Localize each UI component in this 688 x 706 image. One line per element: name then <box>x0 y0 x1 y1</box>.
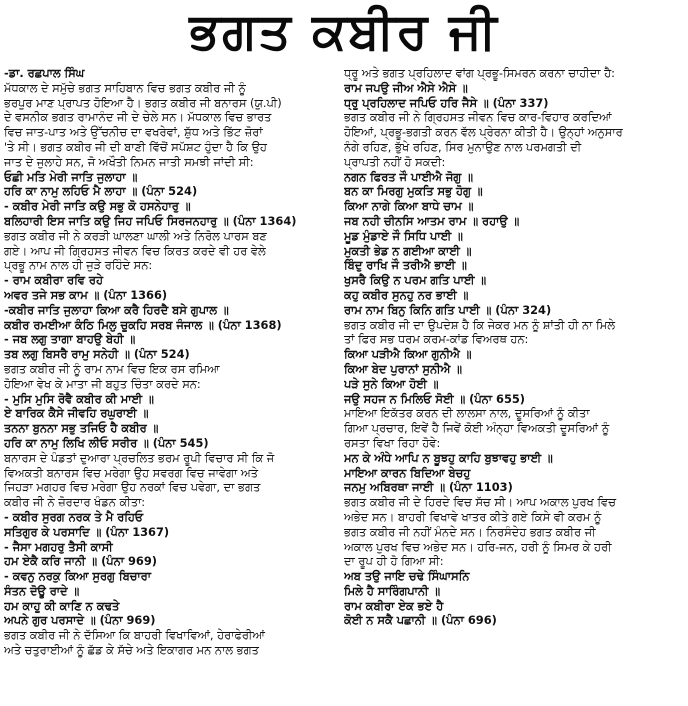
verse-line: - ਕਬੀਰ ਸੁਰਗ ਨਰਕ ਤੇ ਮੈ ਰਹਿਓ <box>4 509 144 524</box>
body-text-line: ਅਤੇ ਚਤੁਰਾਈਆਂ ਨੂੰ ਛੱਡ ਕੇ ਸੱਚੇ ਅਤੇ ਇਕਾਗਰ ਮਨ ਨਾਲ ਭਗਤ <box>4 643 259 658</box>
verse-line: ਰਾਮ ਨਾਮ ਬਿਨੁ ਕਿਨਿ ਗਤਿ ਪਾਈ ॥ (ਪੰਨਾ 324) <box>344 302 552 317</box>
body-text-line: ਬਨਾਰਸ ਦੇ ਪੰਡਤਾਂ ਦੁਆਰਾ ਪ੍ਰਚਲਿਤ ਭਰਮ ਰੂਪੀ ਵਿਚਾਰ ਸੀ ਕਿ ਜੋ <box>4 450 275 465</box>
verse-line: ਜਬ ਨਹੀ ਚੀਨਸਿ ਆਤਮ ਰਾਮ ॥ ਰਹਾਉ ॥ <box>344 213 520 228</box>
verse-line: ਸਤਿਗੁਰ ਕੇ ਪਰਸਾਦਿ ॥ (ਪੰਨਾ 1367) <box>4 524 170 539</box>
body-text-line: ਦਾ ਰੂਪ ਹੀ ਹੋ ਗਿਆ ਸੀ: <box>344 554 444 569</box>
body-text-line: ਵਿਚ ਜਾਤ-ਪਾਤ ਅਤੇ ਉੱਚਨੀਚ ਦਾ ਵਖਰੇਵਾਂ, ਸ਼ੁੱਧ ਅਤੇ ਭਿੱਟ ਜ਼ੋਰਾਂ <box>4 125 263 140</box>
verse-line: - ਰਾਮ ਕਬੀਰਾ ਰਵਿ ਰਹੇ <box>4 273 103 288</box>
verse-line: ਕਿਆ ਬੇਦ ਪੁਰਾਨਾਂ ਸੁਨੀਐ ॥ <box>344 361 462 376</box>
verse-line: ਮੂਡ ਮੁੰਡਾਏ ਜੌ ਸਿਧਿ ਪਾਈ ॥ <box>344 228 463 243</box>
body-text-line: ਧ੍ਰੂ ਅਤੇ ਭਗਤ ਪ੍ਰਹਿਲਾਦ ਵਾਂਗ ਪ੍ਰਭੂ-ਸਿਮਰਨ ਕਰਨਾ ਚਾਹੀਦਾ ਹੈ: <box>344 66 615 80</box>
verse-line: ਅਵਰ ਤਜੇ ਸਭ ਕਾਮ ॥ (ਪੰਨਾ 1366) <box>4 287 168 302</box>
verse-line: ਕਿਆ ਨਾਗੇ ਕਿਆ ਬਾਧੇ ਚਾਮ ॥ <box>344 199 474 214</box>
body-text-line: ਅਕਾਲ ਪੁਰਖ ਵਿਚ ਅਭੇਦ ਸਨ। ਹਰਿ-ਜਨ, ਹਰੀ ਨੂੰ ਸਿਮਰ ਕੇ ਹਰੀ <box>344 539 612 554</box>
verse-line: ਕਿਆ ਪੜੀਐ ਕਿਆ ਗੁਨੀਐ ॥ <box>344 347 472 362</box>
verse-line: ਹਮ ਏਕੈ ਕਰਿ ਜਾਨੀ ॥ (ਪੰਨਾ 969) <box>4 554 157 569</box>
body-text-line: ਭਗਤ ਕਬੀਰ ਜੀ ਨਹੀਂ ਮੰਨਦੇ ਸਨ। ਨਿਰਸੰਦੇਹ ਭਗਤ ਕਬੀਰ ਜੀ <box>344 524 596 539</box>
body-text-line: ਵਿਅਕਤੀ ਬਨਾਰਸ ਵਿਚ ਮਰੇਗਾ ਉਹ ਸਵਰਗ ਵਿਚ ਜਾਵੇਗਾ ਅਤੇ <box>4 465 258 480</box>
body-text-line: ਭਗਤ ਕਬੀਰ ਜੀ ਨੇ ਗ੍ਰਿਹਸਤ ਜੀਵਨ ਵਿਚ ਕਾਰ-ਵਿਹਾਰ ਕਰਦਿਆਂ <box>344 110 612 125</box>
body-text-line: ਗਏ। ਆਪ ਜੀ ਗ੍ਰਿਹਸਤ ਜੀਵਨ ਵਿਚ ਕਿਰਤ ਕਰਦੇ ਵੀ ਹਰ ਵੇਲੇ <box>4 243 266 258</box>
verse-line: ਰਾਮ ਕਬੀਰਾ ਏਕ ਭਏ ਹੈ <box>344 598 444 613</box>
verse-line: -ਕਬੀਰ ਜਾਤਿ ਜੁਲਾਹਾ ਕਿਆ ਕਰੈ ਹਿਰਦੈ ਬਸੇ ਗੁਪਾਲ ॥ <box>4 302 229 317</box>
body-text-line: ਭਗਤ ਕਬੀਰ ਜੀ ਦਾ ਉਪਦੇਸ਼ ਹੈ ਕਿ ਜੇਕਰ ਮਨ ਨੂੰ ਸ਼ਾਂਤੀ ਹੀ ਨਾ ਮਿਲੇ <box>344 317 615 332</box>
verse-line: ਧ੍ਰੂ ਪ੍ਰਹਿਲਾਦ ਜਪਿਓ ਹਰਿ ਜੈਸੇ ॥ (ਪੰਨਾ 337) <box>344 95 549 110</box>
body-text-line: ਮਾਇਆ ਇਕੱਤਰ ਕਰਨ ਦੀ ਲਾਲਸਾ ਨਾਲ, ਦੂਸਰਿਆਂ ਨੂੰ ਕੀਤਾ <box>344 406 590 421</box>
verse-line: ਤਬ ਲਗੁ ਬਿਸਰੈ ਰਾਮੁ ਸਨੇਹੀ ॥ (ਪੰਨਾ 524) <box>4 347 190 362</box>
verse-line: -ਡਾ. ਰਛਪਾਲ ਸਿੰਘ <box>4 66 85 80</box>
body-text-line: ਕਬੀਰ ਜੀ ਨੇ ਜ਼ੋਰਦਾਰ ਖੰਡਨ ਕੀਤਾ: <box>4 495 146 510</box>
verse-line: ਖੁਸਰੈ ਕਿਉ ਨ ਪਰਮ ਗਤਿ ਪਾਈ ॥ <box>344 273 487 288</box>
verse-line: ਮਾਇਆ ਕਾਰਨ ਬਿਦਿਆ ਬੇਚਹੁ <box>344 465 471 480</box>
body-text-line: ਭਗਤ ਕਬੀਰ ਜੀ ਨੇ ਦੱਸਿਆ ਕਿ ਬਾਹਰੀ ਵਿਖਾਵਿਆਂ, ਹੇਰਾਫੇਰੀਆਂ <box>4 628 265 643</box>
verse-line: ਜਨਮੁ ਅਬਿਰਥਾ ਜਾਈ ॥ (ਪੰਨਾ 1103) <box>344 480 513 495</box>
body-text-line: ਤਾਂ ਫਿਰ ਸਭ ਧਰਮ ਕਰਮ-ਕਾਂਡ ਵਿਅਰਥ ਹਨ: <box>344 332 529 347</box>
verse-line: ਓਛੀ ਮਤਿ ਮੇਰੀ ਜਾਤਿ ਜੁਲਾਹਾ ॥ <box>4 169 138 184</box>
verse-line: ਕਹੁ ਕਬੀਰ ਸੁਨਹੁ ਨਰ ਭਾਈ ॥ <box>344 287 469 302</box>
verse-line: - ਜੈਸਾ ਮਗਹਰੁ ਤੈਸੀ ਕਾਸੀ <box>4 539 113 554</box>
body-text-line: ਗਿਆ ਪ੍ਰਚਾਰ, ਇਵੇਂ ਹੈ ਜਿਵੇਂ ਕੋਈ ਅੰਨ੍ਹਾ ਵਿਅਕਤੀ ਦੂਸਰਿਆਂ ਨੂੰ <box>344 421 610 436</box>
verse-line: ਅਬ ਤਉ ਜਾਇ ਚਢੇ ਸਿੰਘਾਸਨਿ <box>344 569 470 584</box>
body-text-line: ਪ੍ਰਾਪਤੀ ਨਹੀਂ ਹੋ ਸਕਦੀ: <box>344 154 446 169</box>
body-text-line: ਪ੍ਰਭੂ ਨਾਮ ਨਾਲ ਹੀ ਜੁੜੇ ਰਹਿੰਦੇ ਸਨ: <box>4 258 153 273</box>
verse-line: ਹਰਿ ਕਾ ਨਾਮੁ ਲਹਿਓ ਮੈ ਲਾਹਾ ॥ (ਪੰਨਾ 524) <box>4 184 198 199</box>
verse-line: ਬਨ ਕਾ ਮਿਰਗੁ ਮੁਕਤਿ ਸਭੁ ਹੋਗੁ ॥ <box>344 184 483 199</box>
verse-line: ਮਨ ਕੇ ਅੰਧੇ ਆਪਿ ਨ ਬੂਝਹੁ ਕਾਹਿ ਬੁਝਾਵਹੁ ਭਾਈ ॥ <box>344 450 553 465</box>
verse-line: - ਮੁਸਿ ਮੁਸਿ ਰੋਵੈ ਕਬੀਰ ਕੀ ਮਾਈ ॥ <box>4 391 154 406</box>
verse-line: ਸੰਤਨ ਦੋਊ ਰਾਦੇ ॥ <box>4 583 80 598</box>
body-text-line: ਭਗਤ ਕਬੀਰ ਜੀ ਨੇ ਕਰੜੀ ਘਾਲਣਾ ਘਾਲੀ ਅਤੇ ਨਿਰੋਲ ਪਾਰਸ ਬਣ <box>4 228 267 243</box>
verse-line: ਹਰਿ ਕਾ ਨਾਮੁ ਲਿਖਿ ਲੀਓ ਸਰੀਰ ॥ (ਪੰਨਾ 545) <box>4 435 209 450</box>
verse-line: - ਜਬ ਲਗੁ ਤਾਗਾ ਬਾਹਉ ਬੇਹੀ ॥ <box>4 332 136 347</box>
verse-line: ਜਉ ਸਹਜ ਨ ਮਿਲਿਓ ਸੋਈ ॥ (ਪੰਨਾ 655) <box>344 391 526 406</box>
verse-line: ਮੁਕਤੀ ਭੇਡ ਨ ਗਈਆ ਕਾਈ ॥ <box>344 243 472 258</box>
body-text-line: ਜਿਹੜਾ ਮਗਹਰ ਵਿਚ ਮਰੇਗਾ ਉਹ ਨਰਕਾਂ ਵਿਚ ਪਵੇਗਾ, ਦਾ ਭਗਤ <box>4 480 261 495</box>
verse-line: - ਕਬੀਰ ਮੇਰੀ ਜਾਤਿ ਕਉ ਸਭੁ ਕੋ ਹਸਨੇਹਾਰੁ ॥ <box>4 199 191 214</box>
verse-line: ਨਗਨ ਫਿਰਤ ਜੌ ਪਾਈਐ ਜੋਗੁ ॥ <box>344 169 473 184</box>
body-text-line: ਰਸਤਾ ਵਿਖਾ ਰਿਹਾ ਹੋਵੇ: <box>344 435 441 450</box>
page-title: ਭਗਤ ਕਬੀਰ ਜੀ <box>189 2 499 60</box>
verse-line: ਬਿੰਦੁ ਰਾਖਿ ਜੌ ਤਰੀਐ ਭਾਈ ॥ <box>344 258 467 273</box>
body-text-line: ਭਗਤ ਕਬੀਰ ਜੀ ਦੇ ਹਿਰਦੇ ਵਿਚ ਸੱਚ ਸੀ। ਆਪ ਅਕਾਲ ਪੁਰਖ ਵਿਚ <box>344 495 616 510</box>
body-text-line: ਨੰਗੇ ਰਹਿਣ, ਭੁੱਖੇ ਰਹਿਣ, ਸਿਰ ਮੁਨਾਉਣ ਨਾਲ ਪਰਮਗਤੀ ਦੀ <box>344 139 582 154</box>
body-text-line: ਭਰਪੂਰ ਮਾਣ ਪ੍ਰਾਪਤ ਹੋਇਆ ਹੈ। ਭਗਤ ਕਬੀਰ ਜੀ ਬਨਾਰਸ (ਯੂ.ਪੀ) <box>4 95 282 110</box>
verse-line: ਕੋਈ ਨ ਸਕੈ ਪਛਾਨੀ ॥ (ਪੰਨਾ 696) <box>344 613 497 628</box>
article-right-column <box>344 66 678 628</box>
verse-line: ਪੜੇ ਸੁਨੇ ਕਿਆ ਹੋਈ ॥ <box>344 376 439 391</box>
body-text-line: ਅਭੇਦ ਸਨ। ਬਾਹਰੀ ਵਿਖਾਵੇ ਖਾਤਰ ਕੀਤੇ ਗਏ ਕਿਸੇ ਵੀ ਕਰਮ ਨੂੰ <box>344 509 602 524</box>
body-text-line: ਹੋਇਆ ਵੇਖ ਕੇ ਮਾਤਾ ਜੀ ਬਹੁਤ ਚਿੰਤਾ ਕਰਦੇ ਸਨ: <box>4 376 201 391</box>
body-text-line: ਜਾਤ ਦੇ ਜੁਲਾਹੇ ਸਨ, ਜੋ ਅਖੌਤੀ ਨਿਮਨ ਜਾਤੀ ਸਮਝੀ ਜਾਂਦੀ ਸੀ: <box>4 154 254 169</box>
verse-line: - ਕਵਨੁ ਨਰਕੁ ਕਿਆ ਸੁਰਗੁ ਬਿਚਾਰਾ <box>4 569 151 584</box>
body-text-line: ਦੇ ਵਸਨੀਕ ਭਗਤ ਰਾਮਾਨੰਦ ਜੀ ਦੇ ਚੇਲੇ ਸਨ। ਮੱਧਕਾਲ ਵਿਚ ਭਾਰਤ <box>4 110 272 125</box>
body-text-line: ਭਗਤ ਕਬੀਰ ਜੀ ਨੂੰ ਰਾਮ ਨਾਮ ਵਿਚ ਇਕ ਰਸ ਰਮਿਆ <box>4 361 220 376</box>
body-text-line: 'ਤੇ ਸੀ। ਭਗਤ ਕਬੀਰ ਜੀ ਦੀ ਬਾਣੀ ਵਿੱਚੋਂ ਸਪੱਸ਼ਟ ਹੁੰਦਾ ਹੈ ਕਿ ਉਹ <box>4 139 267 154</box>
verse-line: ਤਨਨਾ ਬੁਨਨਾ ਸਭੁ ਤਜਿਓ ਹੈ ਕਬੀਰ ॥ <box>4 421 159 436</box>
verse-line: ਮਿਲੇ ਹੈ ਸਾਰਿੰਗਪਾਨੀ ॥ <box>344 583 441 598</box>
verse-line: ਕਬੀਰ ਰਮਈਆ ਕੰਠਿ ਮਿਲੁ ਚੂਕਹਿ ਸਰਬ ਜੰਜਾਲ ॥ (ਪੰਨਾ 1368) <box>4 317 282 332</box>
verse-line: ਰਾਮ ਜਪਉ ਜੀਅ ਐਸੇ ਐਸੇ ॥ <box>344 80 468 95</box>
verse-line: ਬਲਿਹਾਰੀ ਇਸ ਜਾਤਿ ਕਉ ਜਿਹ ਜਪਿਓ ਸਿਰਜਨਹਾਰੁ ॥ (ਪੰਨਾ 1364) <box>4 213 297 228</box>
body-text-line: ਹੋਇਆਂ, ਪ੍ਰਭੂ-ਭਗਤੀ ਕਰਨ ਵੱਲ ਪ੍ਰੇਰਨਾ ਕੀਤੀ ਹੈ। ਉਨ੍ਹਾਂ ਅਨੁਸਾਰ <box>344 125 623 140</box>
verse-line: ਹਮ ਕਾਹੂ ਕੀ ਕਾਣਿ ਨ ਕਢਤੇ <box>4 598 120 613</box>
article-left-column <box>4 66 338 658</box>
body-text-line: ਮੱਧਕਾਲ ਦੇ ਸਮੁੱਚੇ ਭਗਤ ਸਾਹਿਬਾਨ ਵਿਚ ਭਗਤ ਕਬੀਰ ਜੀ ਨੂੰ <box>4 80 246 95</box>
verse-line: ਏ ਬਾਰਿਕ ਕੈਸੇ ਜੀਵਹਿ ਰਘੁਰਾਈ ॥ <box>4 406 149 421</box>
verse-line: ਅਪਨੇ ਗੁਰ ਪਰਸਾਦੇ ॥ (ਪੰਨਾ 969) <box>4 613 156 628</box>
